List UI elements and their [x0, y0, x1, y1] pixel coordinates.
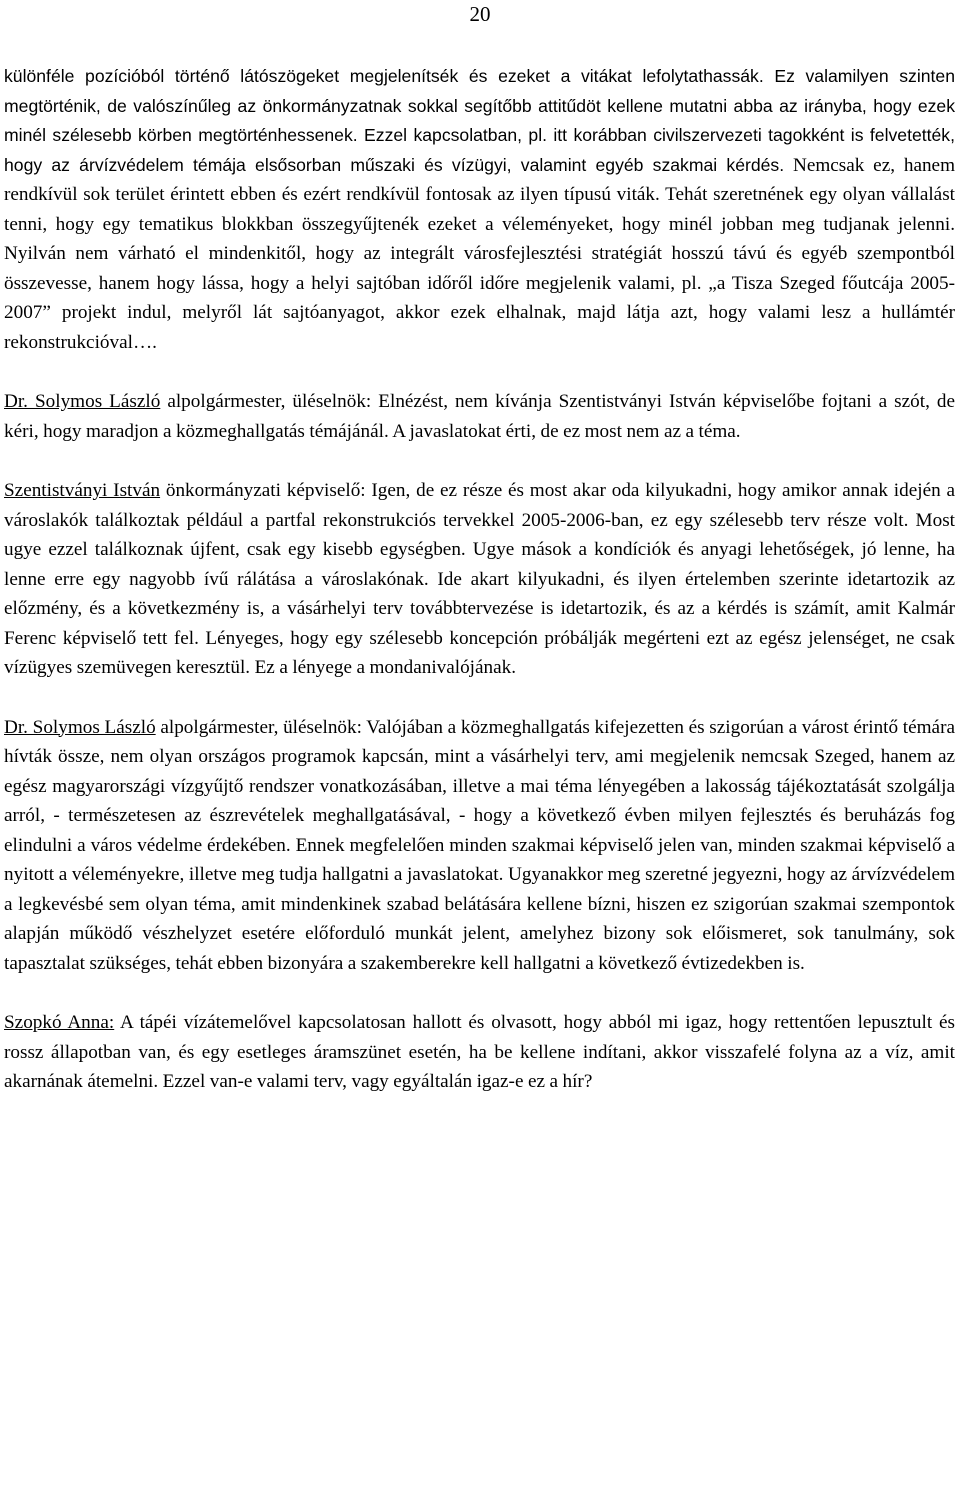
- speech-text: alpolgármester, üléselnök: Valójában a közmeghallgatás kifejezetten és szigorúan a várost érintő témára hívták össze, nem olyan országos programok kapcsán, mint a vásárhelyi terv, ami megjelenik nemcsak Szeged, hanem az egész magyarországi vízgyűjtő rendszer vonatkozásában, illetve a mai téma lényegében a lakosság tájékoztatását szolgálja arról, - természetesen az észrevételek meghallgatásával, - hogy a következő évben milyen fejlesztés és beruházás fog elindulni a város védelme érdekében. Ennek megfelelően minden szakmai képviselő jelen van, minden szakmai képviselő a nyitott a véleményekre, illetve meg tudja hallgatni a javaslatokat. Ugyanakkor meg szeretné jegyezni, hogy az árvízvédelem a legkevésbé sem olyan téma, amit mindenkinek szabad belátására kellene bízni, hiszen ez szigorúan szakmai szempontok alapján működő vészhelyzet esetére előforduló munkát jelent, amelyhez bizony sok előismeret, sok tanulmány, sok tapasztalat szükséges, tehát ebben bizonyára a szakemberekre kell hallgatni a következő évtizedekben is.: [4, 716, 955, 974]
- speech-text: alpolgármester, üléselnök: Elnézést, nem kívánja Szentistványi István képviselőbe fojtani a szót, de kéri, hogy maradjon a közmeghallgatás témájánál. A javaslatokat érti, de ez most nem az a téma.: [4, 391, 955, 442]
- paragraph-5: [4, 1008, 955, 1097]
- speaker-name: Szopkó Anna:: [4, 1012, 115, 1033]
- speaker-name: Dr. Solymos László: [4, 391, 161, 412]
- paragraph-1-part-2: Nemcsak ez, hanem rendkívül sok terület érintett ebben és ezért rendkívül fontosak az ilyen típusú viták. Tehát szeretnének egy olyan vállalást tenni, hogy egy tematikus blokkban összegyűjtenék ezeket a véleményeket, hogy minél jobban meg tudjanak jelenni. Nyilván nem várható el mindenkitől, hogy az integrált városfejlesztési stratégiát hosszú távú és egyéb szempontból összevesse, hanem hogy lássa, hogy a helyi sajtóban időről időre megjelenik valami, pl. „a Tisza Szeged főutcája 2005-2007” projekt indul, melyről lát sajtóanyagot, akkor ezek elhalnak, majd látja azt, hogy valami lesz a hullámtér rekonstrukcióval….: [4, 154, 955, 353]
- speech-text: önkormányzati képviselő: Igen, de ez része és most akar oda kilyukadni, hogy amikor annak idején a városlakók találkoztak például a partfal rekonstrukciós tervekkel 2005-2006-ban, ez egy szélesebb terv része volt. Most ugye ezzel találkoznak újfent, csak egy kisebb egységben. Ugye mások a kondíciók és anyagi lehetőségek, jó lenne, ha lenne erre egy nagyobb ívű rálátása a városlakónak. Ide akart kilyukadni, és ilyen értelemben szerinte idetartozik az előzmény, és a következmény is, a vásárhelyi terv továbbtervezése is idetartozik, és az a kérdés is számít, amit Kalmár Ferenc képviselő tett fel. Lényeges, hogy egy szélesebb koncepción próbálják megérteni ezt az egész jelenséget, ne csak vízügyes szemüvegen keresztül. Ez a lényege a mondanivalójának.: [4, 480, 955, 678]
- speech-text: A tápéi vízátemelővel kapcsolatosan hallott és olvasott, hogy abból mi igaz, hogy rettentően lepusztult és rossz állapotban van, és egy esetleges áramszünet esetén, ha be kellene indítani, akkor visszafelé folyna az a víz, amit akarnának átemelni. Ezzel van-e valami terv, vagy egyáltalán igaz-e ez a hír?: [4, 1012, 955, 1092]
- page-number: 20: [469, 2, 491, 26]
- speaker-name: Dr. Solymos László: [4, 716, 156, 738]
- paragraph-1-part-1: különféle pozícióból történő látószögeket megjelenítsék és ezeket a vitákat lefolytathassák. Ez valamilyen szinten megtörténik, de valószínűleg az önkormányzatnak sokkal segítőbb attitűdöt kellene mutatni abba az irányba, hogy ezek minél szélesebb körben megtörténhessenek. Ezzel kapcsolatban, pl. itt korábban civilszervezeti tagokként is felvetették, hogy az árvízvédelem témája elsősorban műszaki és vízügyi, valamint egyéb szakmai kérdés.: [4, 66, 955, 175]
- speaker-name: Szentistványi István: [4, 480, 161, 501]
- paragraph-1: [4, 62, 955, 357]
- paragraph-4: [4, 713, 955, 979]
- paragraph-2: [4, 387, 955, 446]
- document-body: [4, 62, 955, 1097]
- paragraph-3: [4, 476, 955, 683]
